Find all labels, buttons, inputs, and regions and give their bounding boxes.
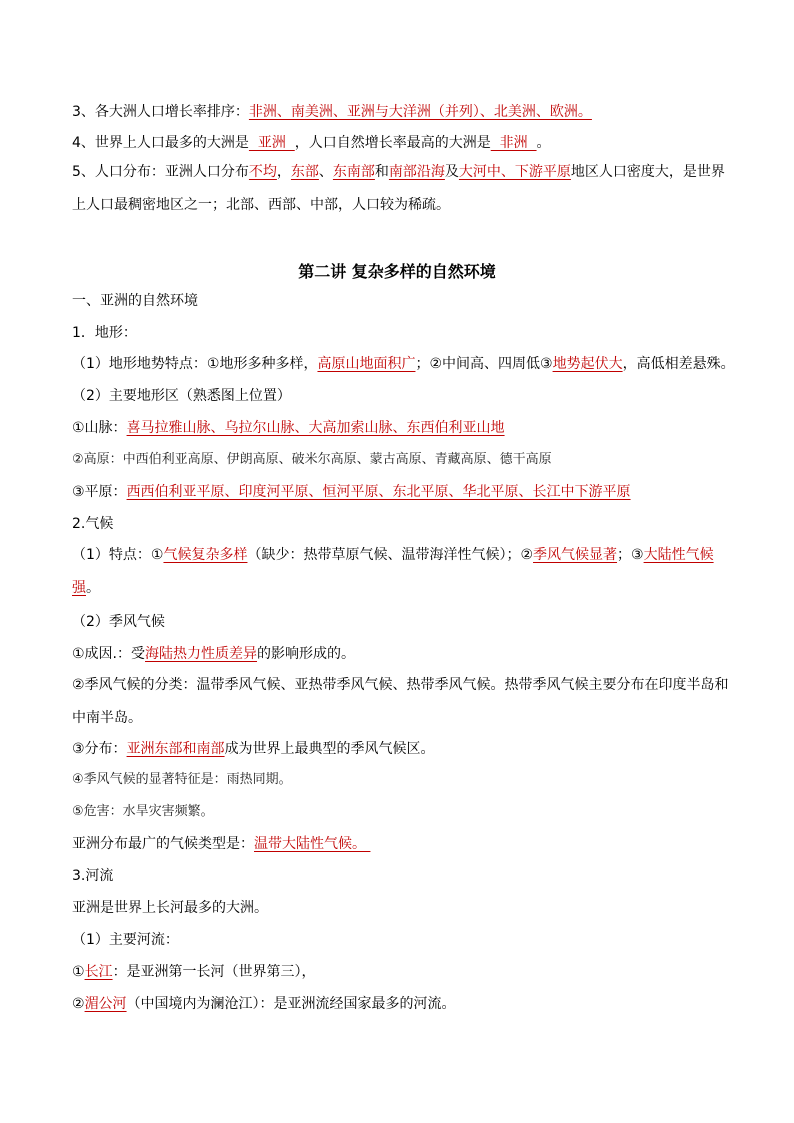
answer-text: 高原山地面积广 (317, 356, 416, 372)
monsoon-hazard: ⑤危害：水旱灾害频繁。 (72, 804, 214, 819)
answer-text: 亚洲东部和南部 (126, 741, 225, 757)
monsoon-distribution (72, 739, 732, 759)
item-text: ；③ (617, 547, 644, 563)
terrain-features (72, 354, 735, 374)
answer-text: 大河中、下游平原 (458, 164, 571, 180)
monsoon-cause (72, 644, 732, 664)
monsoon-feature: ④季风气候的显著特征是：雨热同期。 (72, 772, 292, 787)
item-text: ② (72, 996, 85, 1012)
answer-text: 喜马拉雅山脉、乌拉尔山脉、大高加索山脉、东西伯利亚山地 (126, 420, 505, 436)
item-text: ， (276, 164, 291, 180)
answer-text: 温带大陆性气候。 (254, 836, 371, 852)
item-text: 的影响形成的。 (257, 646, 356, 662)
item-text: ：是亚洲第一长河（世界第三）， (112, 964, 316, 980)
item-text: 、 (318, 164, 333, 180)
climate-heading: 2.气候 (72, 516, 114, 532)
item-text: ；②中间高、四周低③ (415, 356, 553, 372)
item-text: ，人口自然增长率最高的大洲是 (294, 135, 491, 151)
item-text: 和 (374, 164, 389, 180)
rivers-intro: 亚洲是世界上长河最多的大洲。 (72, 900, 268, 916)
climate-features (72, 539, 732, 605)
item-text: 地区人口密度大，是世界上人口最稠密地区之一；北部、西部、中部，人口较为稀疏。 (72, 164, 725, 213)
answer-text: 非洲、南美洲、亚洲与大洋洲（并列）、北美洲、欧洲。 (248, 104, 592, 120)
monsoon-heading: （2）季风气候 (72, 614, 165, 630)
answer-text: 东部 (290, 164, 319, 180)
item-text: 5、人口分布：亚洲人口分布 (72, 164, 249, 180)
answer-text: 不均 (248, 164, 277, 180)
answer-text: 非洲 (490, 135, 537, 151)
item-text: 成为世界上最典型的季风气候区。 (224, 741, 435, 757)
rivers-main: （1）主要河流： (72, 932, 179, 948)
river-2 (72, 994, 732, 1014)
item-text: （1）地形地势特点：①地形多种多样， (72, 356, 318, 372)
lecture-title: 第二讲 复杂多样的自然环境 (298, 262, 496, 281)
population-item-4 (72, 133, 732, 153)
item-text: 亚洲分布最广的气候类型是： (72, 836, 254, 852)
terrain-mountains (72, 418, 732, 438)
rivers-heading: 3.河流 (72, 868, 114, 884)
answer-text: 大陆性气候强 (72, 547, 714, 596)
answer-text: 南部沿海 (388, 164, 445, 180)
answer-text: 海陆热力性质差异 (145, 646, 258, 662)
item-text: 。 (536, 135, 551, 151)
answer-text: 东南部 (332, 164, 375, 180)
population-item-3 (72, 102, 732, 122)
item-text: 3、各大洲人口增长率排序： (72, 104, 249, 120)
terrain-plains (72, 482, 732, 502)
answer-text: 气候复杂多样 (163, 547, 248, 563)
answer-text: 地势起伏大 (552, 356, 623, 372)
answer-text: 亚洲 (248, 135, 295, 151)
item-text: ①成因.：受 (72, 646, 146, 662)
item-text: （缺少：热带草原气候、温带海洋性气候）；② (247, 547, 534, 563)
item-text: 及 (444, 164, 459, 180)
item-text: 4、世界上人口最多的大洲是 (72, 135, 249, 151)
monsoon-types: ②季风气候的分类：温带季风气候、亚热带季风气候、热带季风气候。热带季风气候主要分布在印度半岛和中南半岛。 (72, 677, 729, 726)
item-text: （中国境内为澜沧江）：是亚洲流经国家最多的河流。 (126, 996, 456, 1012)
item-text: ③分布： (72, 741, 127, 757)
terrain-plateaus: ②高原：中西伯利亚高原、伊朗高原、破米尔高原、蒙古高原、青藏高原、德干高原 (72, 452, 552, 467)
answer-text: 长江 (84, 964, 113, 980)
item-text: 。 (86, 580, 100, 596)
item-text: ，高低相差悬殊。 (622, 356, 735, 372)
terrain-heading: 1．地形： (72, 325, 137, 341)
item-text: ③平原： (72, 484, 127, 500)
item-text: ①山脉： (72, 420, 127, 436)
widest-climate (72, 834, 732, 854)
terrain-regions: （2）主要地形区（熟悉图上位置） (72, 388, 291, 404)
answer-text: 季风气候显著 (533, 547, 618, 563)
population-item-5 (72, 156, 732, 222)
river-1 (72, 962, 732, 982)
answer-text: 西西伯利亚平原、印度河平原、恒河平原、东北平原、华北平原、长江中下游平原 (126, 484, 631, 500)
answer-text: 湄公河 (84, 996, 127, 1012)
item-text: （1）特点：① (72, 547, 164, 563)
section-heading: 一、亚洲的自然环境 (72, 293, 198, 309)
item-text: ① (72, 964, 85, 980)
